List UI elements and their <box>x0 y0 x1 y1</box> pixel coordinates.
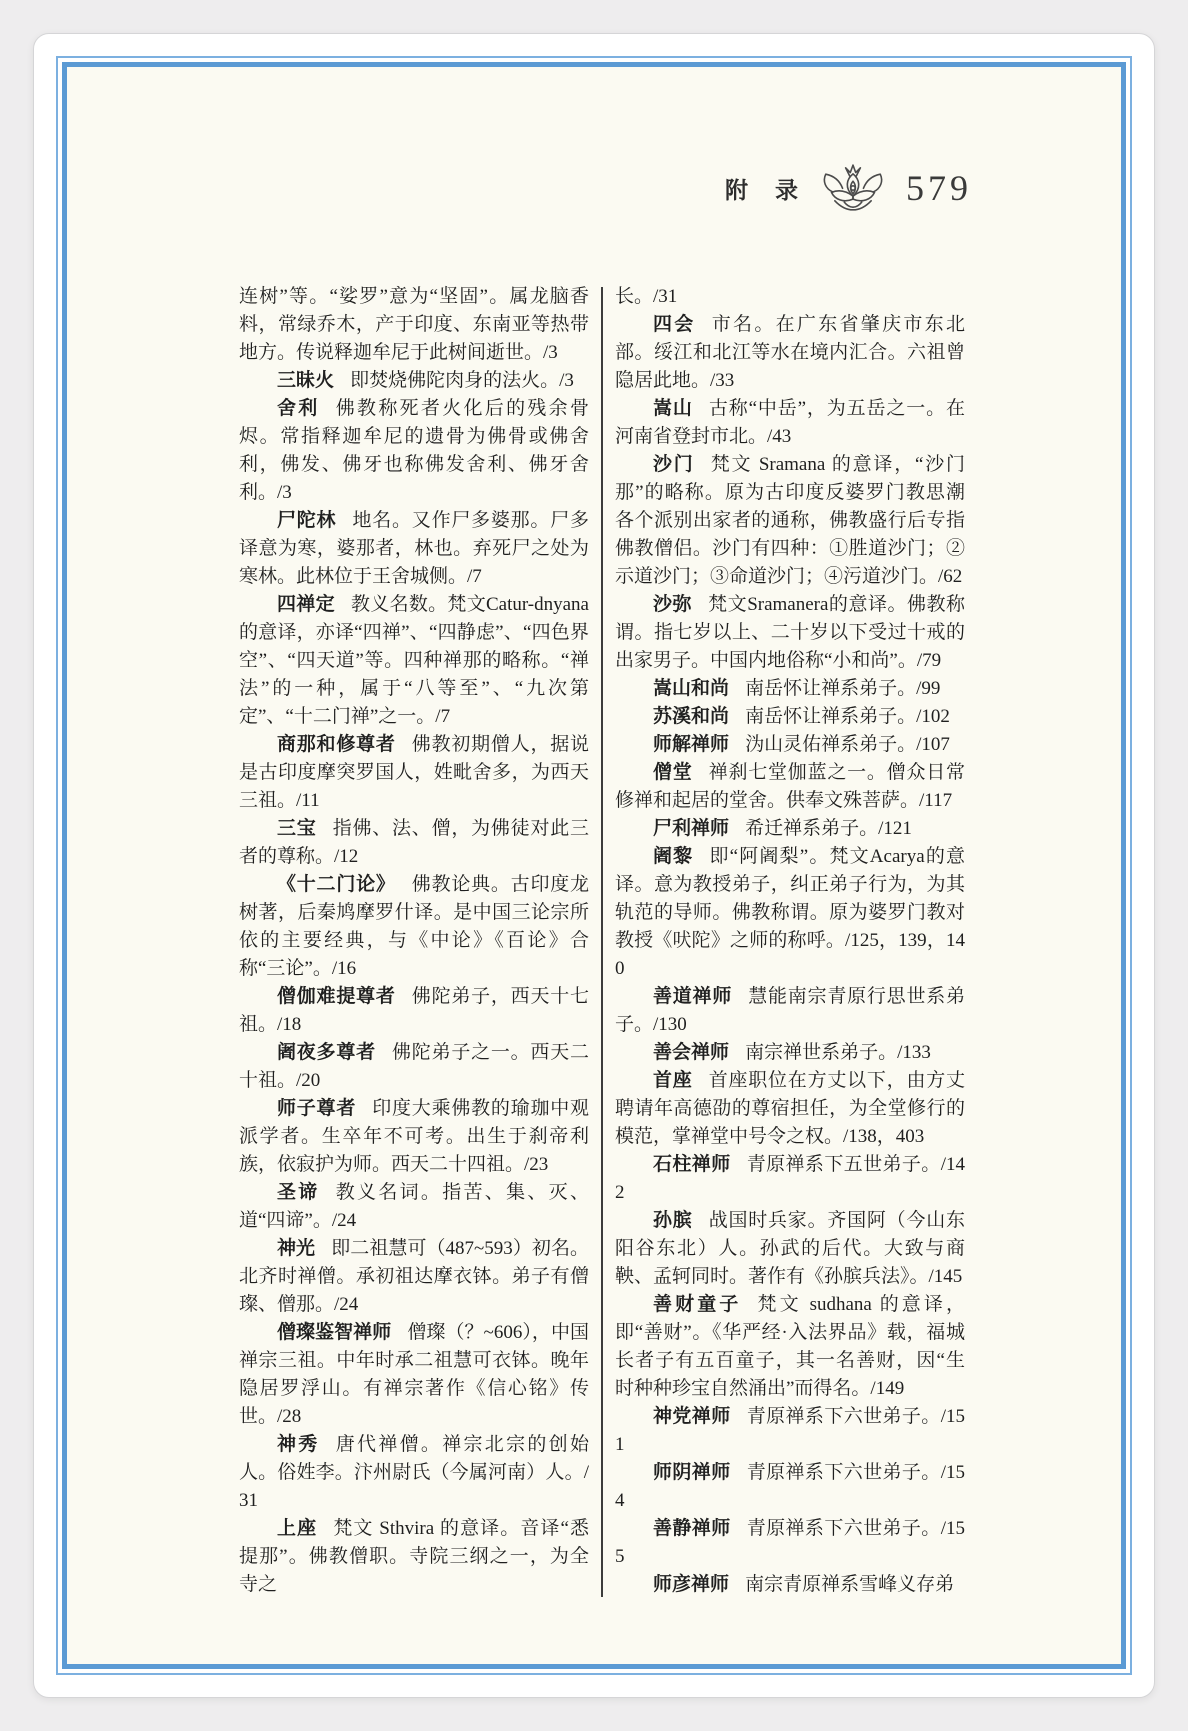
entry-definition: 长。/31 <box>615 286 678 307</box>
entry-definition: 教义名数。梵文Catur-dnyana的意译，亦译“四禅”、“四静虑”、“四色界空”、“四天道”等。四种禅那的略称。“禅法”的一种，属于“八等至”、“九次第定”、“十二门禅”之一。/7 <box>239 594 589 727</box>
entry-term: 舍利 <box>277 398 320 419</box>
entry-definition: 青原禅系下六世弟子。/155 <box>615 1518 965 1567</box>
entry-term: 沙门 <box>653 454 695 475</box>
entry-definition: 佛陀弟子，西天十七祖。/18 <box>239 986 589 1035</box>
glossary-entry <box>239 1431 589 1515</box>
lotus-ornament-icon <box>816 160 890 216</box>
glossary-entry <box>615 843 965 983</box>
glossary-entry <box>615 1039 965 1067</box>
glossary-entry <box>615 451 965 591</box>
entry-term: 阇黎 <box>653 846 694 867</box>
entry-term: 嵩山和尚 <box>653 678 730 699</box>
glossary-entry <box>615 759 965 815</box>
entry-definition: 南宗禅世系弟子。/133 <box>745 1042 931 1063</box>
entry-definition: 禅刹七堂伽蓝之一。僧众日常修禅和起居的堂舍。供奉文殊菩萨。/117 <box>615 762 965 811</box>
glossary-entry <box>239 983 589 1039</box>
glossary-entry <box>615 731 965 759</box>
entry-term: 神光 <box>277 1238 316 1259</box>
entry-term: 圣谛 <box>277 1182 320 1203</box>
entry-definition: 连树”等。“娑罗”意为“坚固”。属龙脑香料，常绿乔木，产于印度、东南亚等热带地方。传说释迦牟尼于此树间逝世。/3 <box>239 286 589 363</box>
entry-term: 苏溪和尚 <box>653 706 730 727</box>
entry-definition: 地名。又作尸多婆那。尸多译意为寒，婆那者，林也。弃死尸之处为寒林。此林位于王舍城侧。/7 <box>239 510 589 587</box>
entry-definition: 唐代禅僧。禅宗北宗的创始人。俗姓李。汴州尉氏（今属河南）人。/31 <box>239 1434 589 1511</box>
entry-term: 石柱禅师 <box>653 1154 731 1175</box>
entry-term: 孙膑 <box>653 1210 693 1231</box>
glossary-entry <box>615 1151 965 1207</box>
entry-term: 首座 <box>653 1070 693 1091</box>
glossary-entry <box>615 703 965 731</box>
entry-definition: 指佛、法、僧，为佛徒对此三者的尊称。/12 <box>239 818 589 867</box>
glossary-entry <box>239 395 589 507</box>
entry-term: 善财童子 <box>653 1294 742 1315</box>
glossary-entry <box>615 983 965 1039</box>
glossary-entry <box>615 815 965 843</box>
right-column <box>615 283 965 1599</box>
glossary-entry <box>615 1067 965 1151</box>
entry-definition: 即焚烧佛陀肉身的法火。/3 <box>350 370 574 391</box>
entry-definition: 佛教论典。古印度龙树著，后秦鸠摩罗什译。是中国三论宗所依的主要经典，与《中论》《百论》合称“三论”。/16 <box>239 874 589 979</box>
entry-term: 师子尊者 <box>277 1098 357 1119</box>
entry-term: 僧璨鉴智禅师 <box>277 1322 392 1343</box>
entry-term: 善道禅师 <box>653 986 733 1007</box>
glossary-entry <box>615 675 965 703</box>
entry-definition: 青原禅系下六世弟子。/154 <box>615 1462 965 1511</box>
glossary-entry <box>615 1403 965 1459</box>
glossary-entry <box>239 871 589 983</box>
glossary-entry <box>239 1235 589 1319</box>
entry-definition: 沩山灵佑禅系弟子。/107 <box>745 734 950 755</box>
entry-definition: 市名。在广东省肇庆市东北部。绥江和北江等水在境内汇合。六祖曾隐居此地。/33 <box>615 314 965 391</box>
entry-term: 神党禅师 <box>653 1406 731 1427</box>
entry-definition: 佛教称死者火化后的残余骨烬。常指释迦牟尼的遗骨为佛骨或佛舍利，佛发、佛牙也称佛发舍利、佛牙舍利。/3 <box>239 398 589 503</box>
entry-definition: 梵文 Sthvira 的意译。音译“悉提那”。佛教僧职。寺院三纲之一，为全寺之 <box>239 1518 589 1595</box>
entry-term: 四禅定 <box>277 594 335 615</box>
page-number: 579 <box>906 168 972 208</box>
entry-definition: 青原禅系下五世弟子。/142 <box>615 1154 965 1203</box>
entry-term: 师阴禅师 <box>653 1462 731 1483</box>
left-column <box>239 283 589 1599</box>
entry-definition: 佛教初期僧人，据说是古印度摩突罗国人，姓毗舍多，为西天三祖。/11 <box>239 734 589 811</box>
entry-term: 师解禅师 <box>653 734 730 755</box>
entry-definition: 梵文 sudhana 的意译，即“善财”。《华严经·入法界品》载，福城长者子有五百童子，其一名善财，因“生时种种珍宝自然涌出”而得名。/149 <box>615 1294 965 1399</box>
entry-term: 善静禅师 <box>653 1518 731 1539</box>
entry-definition: 梵文 Sramana 的意译，“沙门那”的略称。原为古印度反婆罗门教思潮各个派别出家者的通称，佛教盛行后专指佛教僧侣。沙门有四种：①胜道沙门；②示道沙门；③命道沙门；④污道沙门。/62 <box>615 454 965 587</box>
glossary-entry <box>239 731 589 815</box>
entry-term: 商那和修尊者 <box>277 734 396 755</box>
glossary-entry <box>615 1207 965 1291</box>
entry-definition: 南岳怀让禅系弟子。/102 <box>745 706 950 727</box>
glossary-entry <box>615 1459 965 1515</box>
entry-term: 《十二门论》 <box>277 874 396 895</box>
outer-border-frame <box>56 56 1132 1675</box>
glossary-entry <box>239 507 589 591</box>
entry-definition: 首座职位在方丈以下，由方丈聘请年高德劭的尊宿担任，为全堂修行的模范，掌禅堂中号令之权。/138，403 <box>615 1070 965 1147</box>
entry-definition: 战国时兵家。齐国阿（今山东阳谷东北）人。孙武的后代。大致与商鞅、孟轲同时。著作有《孙膑兵法》。/145 <box>615 1210 965 1287</box>
glossary-entry <box>239 1319 589 1431</box>
entry-definition: 即二祖慧可（487~593）初名。北齐时禅僧。承初祖达摩衣钵。弟子有僧璨、僧那。/24 <box>239 1238 589 1315</box>
inner-border-frame <box>62 62 1126 1669</box>
page-content <box>67 67 1121 1664</box>
entry-definition: 梵文Sramanera的意译。佛教称谓。指七岁以上、二十岁以下受过十戒的出家男子。中国内地俗称“小和尚”。/79 <box>615 594 965 671</box>
glossary-entry <box>239 1095 589 1179</box>
entry-term: 善会禅师 <box>653 1042 730 1063</box>
entry-definition: 古称“中岳”，为五岳之一。在河南省登封市北。/43 <box>615 398 965 447</box>
glossary-entry <box>615 1571 965 1599</box>
entry-term: 神秀 <box>277 1434 320 1455</box>
entry-definition: 慧能南宗青原行思世系弟子。/130 <box>615 986 965 1035</box>
entry-term: 嵩山 <box>653 398 693 419</box>
entry-definition: 南宗青原禅系雪峰义存弟 <box>745 1574 955 1595</box>
entry-definition: 印度大乘佛教的瑜珈中观派学者。生卒年不可考。出生于刹帝利族，依寂护为师。西天二十四祖。/23 <box>239 1098 589 1175</box>
entry-definition: 僧璨（？~606），中国禅宗三祖。中年时承二祖慧可衣钵。晚年隐居罗浮山。有禅宗著作《信心铭》传世。/28 <box>239 1322 589 1427</box>
entry-term: 尸利禅师 <box>653 818 730 839</box>
glossary-entry <box>239 283 589 367</box>
entry-term: 三昧火 <box>277 370 335 391</box>
entry-definition: 希迁禅系弟子。/121 <box>745 818 912 839</box>
glossary-entry <box>239 1039 589 1095</box>
column-divider <box>601 287 603 1597</box>
glossary-entry <box>239 591 589 731</box>
entry-term: 阇夜多尊者 <box>277 1042 376 1063</box>
glossary-entry <box>615 283 965 311</box>
entry-term: 四会 <box>653 314 696 335</box>
book-page-card <box>33 33 1155 1698</box>
entry-definition: 即“阿阇梨”。梵文Acarya的意译。意为教授弟子，纠正弟子行为，为其轨范的导师。佛教称谓。原为婆罗门教对教授《吠陀》之师的称呼。/125，139，140 <box>615 846 965 979</box>
entry-definition: 佛陀弟子之一。西天二十祖。/20 <box>239 1042 589 1091</box>
entry-term: 三宝 <box>277 818 317 839</box>
entry-term: 沙弥 <box>653 594 693 615</box>
entry-term: 僧伽难提尊者 <box>277 986 396 1007</box>
glossary-entry <box>615 1515 965 1571</box>
glossary-entry <box>239 1515 589 1599</box>
glossary-entry <box>239 1179 589 1235</box>
entry-definition: 教义名词。指苦、集、灭、道“四谛”。/24 <box>239 1182 589 1231</box>
entry-term: 师彦禅师 <box>653 1574 730 1595</box>
entry-term: 僧堂 <box>653 762 693 783</box>
page-header <box>725 159 972 217</box>
glossary-entry <box>615 395 965 451</box>
entry-definition: 南岳怀让禅系弟子。/99 <box>745 678 941 699</box>
entry-term: 尸陀林 <box>277 510 337 531</box>
glossary-entry <box>615 311 965 395</box>
glossary-entry <box>615 591 965 675</box>
glossary-columns <box>239 283 965 1599</box>
glossary-entry <box>615 1291 965 1403</box>
section-title: 附 录 <box>725 177 800 203</box>
glossary-entry <box>239 367 589 395</box>
entry-term: 上座 <box>277 1518 318 1539</box>
entry-definition: 青原禅系下六世弟子。/151 <box>615 1406 965 1455</box>
glossary-entry <box>239 815 589 871</box>
